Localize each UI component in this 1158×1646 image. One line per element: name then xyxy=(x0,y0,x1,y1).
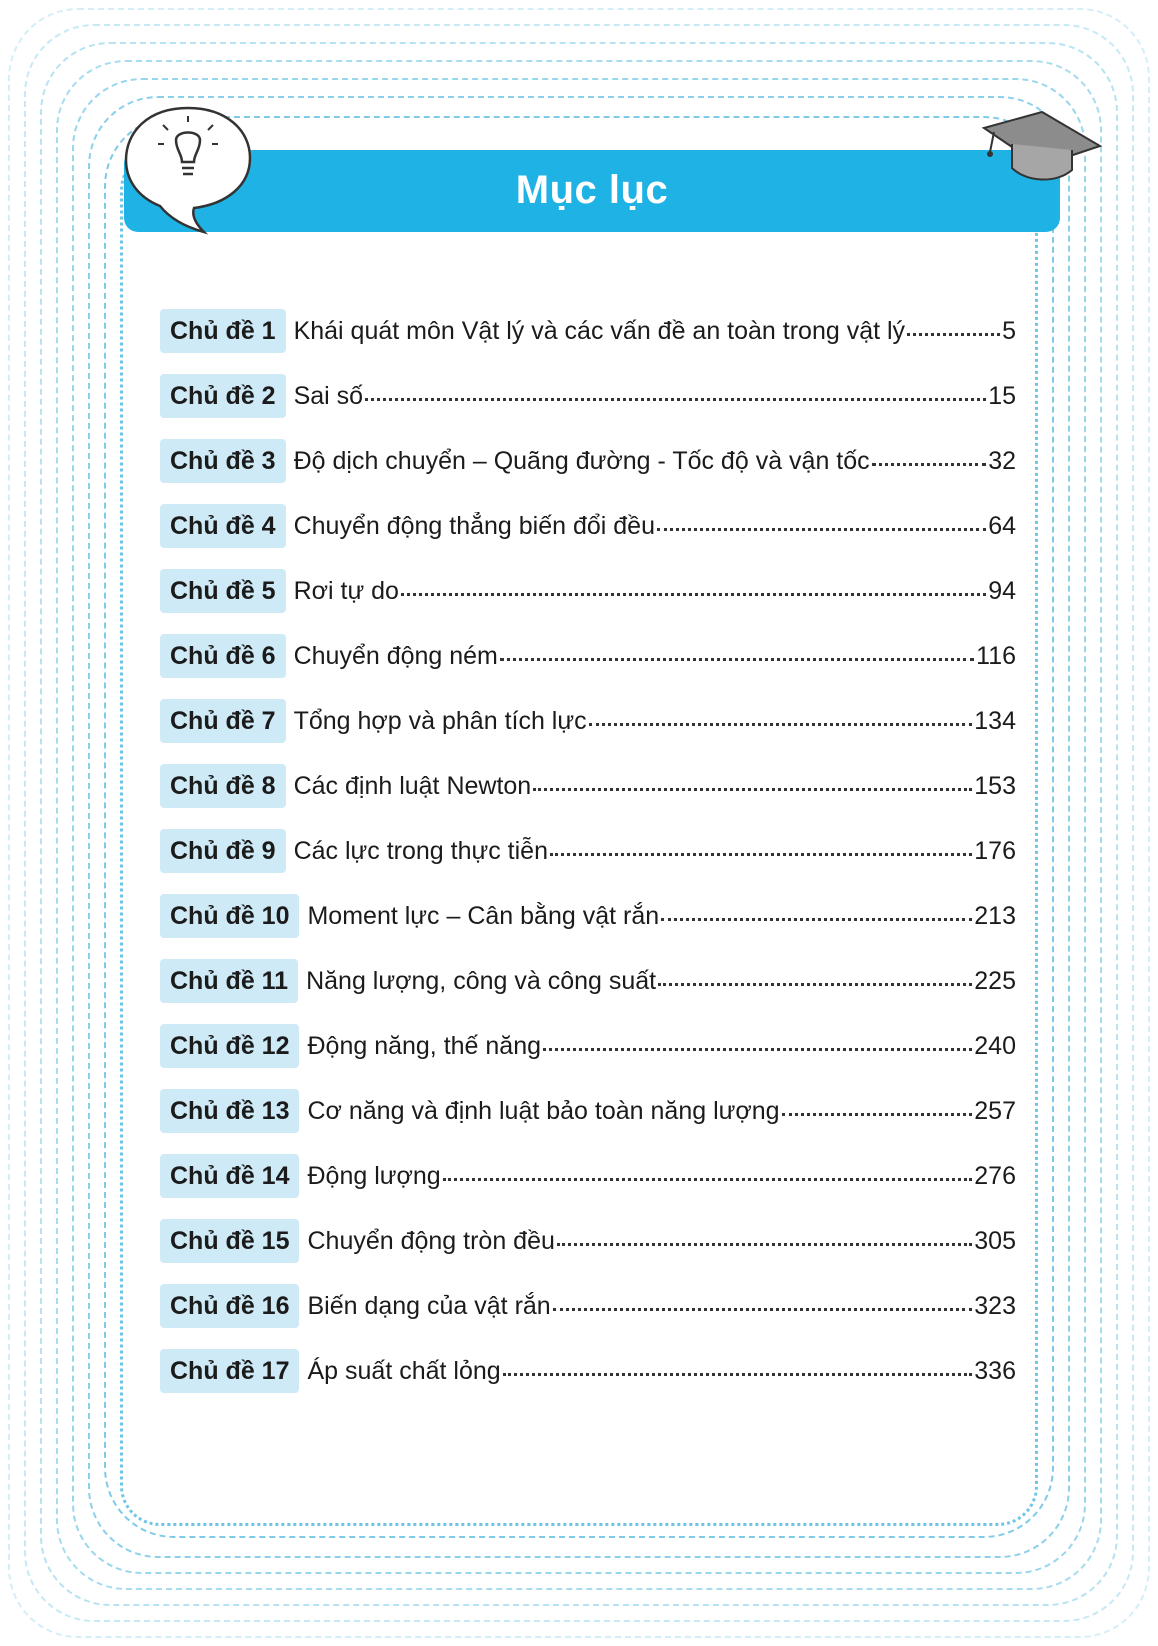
toc-row[interactable] xyxy=(160,503,1030,549)
toc-page-number: 94 xyxy=(988,576,1016,605)
toc-entry xyxy=(306,967,1016,996)
toc-page-number: 305 xyxy=(974,1226,1016,1255)
toc-title: Năng lượng, công và công suất xyxy=(306,966,657,995)
toc-title: Độ dịch chuyển – Quãng đường - Tốc độ và vận tốc xyxy=(293,446,870,475)
dot-leader xyxy=(782,1113,973,1116)
toc-title: Tổng hợp và phân tích lực xyxy=(293,706,587,735)
toc-entry xyxy=(307,1097,1016,1126)
toc-entry xyxy=(307,1032,1016,1061)
topic-badge: Chủ đề 10 xyxy=(160,894,299,938)
toc-row[interactable] xyxy=(160,633,1030,679)
dot-leader xyxy=(543,1048,972,1051)
toc-entry xyxy=(294,382,1016,411)
toc-entry xyxy=(307,1162,1016,1191)
toc-row[interactable] xyxy=(160,893,1030,939)
title-banner xyxy=(124,150,1060,232)
topic-badge: Chủ đề 5 xyxy=(160,569,286,613)
toc-row[interactable] xyxy=(160,958,1030,1004)
toc-page-number: 32 xyxy=(988,446,1016,475)
dot-leader xyxy=(872,463,987,466)
toc-title: Các lực trong thực tiễn xyxy=(293,836,548,865)
toc-page-number: 240 xyxy=(974,1031,1016,1060)
toc-entry xyxy=(307,1292,1016,1321)
toc-row[interactable] xyxy=(160,828,1030,874)
dot-leader xyxy=(365,398,986,401)
dot-leader xyxy=(533,788,972,791)
toc-title: Cơ năng và định luật bảo toàn năng lượng xyxy=(307,1096,780,1125)
toc-page-number: 64 xyxy=(988,511,1016,540)
toc-entry xyxy=(294,577,1016,606)
toc-entry xyxy=(294,837,1016,866)
dot-leader xyxy=(401,593,986,596)
toc-entry xyxy=(294,642,1016,671)
toc-entry xyxy=(294,447,1016,476)
topic-badge: Chủ đề 13 xyxy=(160,1089,299,1133)
toc-title: Chuyển động thẳng biến đổi đều xyxy=(293,511,655,540)
toc-page-number: 257 xyxy=(974,1096,1016,1125)
toc-entry xyxy=(294,512,1016,541)
dot-leader xyxy=(907,333,1000,336)
topic-badge: Chủ đề 9 xyxy=(160,829,286,873)
graduation-cap-icon xyxy=(976,110,1106,200)
toc-row[interactable] xyxy=(160,763,1030,809)
toc-title: Khái quát môn Vật lý và các vấn đề an toàn trong vật lý xyxy=(293,316,906,345)
toc-row[interactable] xyxy=(160,1348,1030,1394)
toc-title: Chuyển động tròn đều xyxy=(307,1226,555,1255)
toc-title: Sai số xyxy=(293,381,364,410)
toc-row[interactable] xyxy=(160,1153,1030,1199)
dot-leader xyxy=(443,1178,973,1181)
table-of-contents xyxy=(160,308,1030,1413)
toc-page-number: 323 xyxy=(974,1291,1016,1320)
dot-leader xyxy=(557,1243,972,1246)
toc-row[interactable] xyxy=(160,698,1030,744)
toc-page-number: 116 xyxy=(976,641,1016,670)
toc-entry xyxy=(294,772,1016,801)
dot-leader xyxy=(503,1373,973,1376)
toc-entry xyxy=(307,1227,1016,1256)
toc-title: Chuyển động ném xyxy=(293,641,498,670)
topic-badge: Chủ đề 16 xyxy=(160,1284,299,1328)
topic-badge: Chủ đề 1 xyxy=(160,309,286,353)
toc-title: Động lượng xyxy=(307,1161,441,1190)
dot-leader xyxy=(661,918,972,921)
dot-leader xyxy=(658,983,972,986)
toc-page-number: 134 xyxy=(974,706,1016,735)
topic-badge: Chủ đề 2 xyxy=(160,374,286,418)
toc-title: Áp suất chất lỏng xyxy=(307,1356,501,1385)
dot-leader xyxy=(500,658,974,661)
topic-badge: Chủ đề 12 xyxy=(160,1024,299,1068)
topic-badge: Chủ đề 3 xyxy=(160,439,286,483)
toc-entry xyxy=(307,1357,1016,1386)
toc-title: Biến dạng của vật rắn xyxy=(307,1291,551,1320)
dot-leader xyxy=(657,528,986,531)
toc-page-number: 336 xyxy=(974,1356,1016,1385)
toc-row[interactable] xyxy=(160,308,1030,354)
toc-title: Các định luật Newton xyxy=(293,771,532,800)
dot-leader xyxy=(550,853,972,856)
toc-row[interactable] xyxy=(160,1283,1030,1329)
topic-badge: Chủ đề 15 xyxy=(160,1219,299,1263)
toc-entry xyxy=(294,707,1016,736)
topic-badge: Chủ đề 14 xyxy=(160,1154,299,1198)
toc-row[interactable] xyxy=(160,1218,1030,1264)
toc-entry xyxy=(294,317,1016,346)
toc-row[interactable] xyxy=(160,373,1030,419)
toc-page-number: 176 xyxy=(974,836,1016,865)
topic-badge: Chủ đề 8 xyxy=(160,764,286,808)
toc-page-number: 15 xyxy=(988,381,1016,410)
toc-row[interactable] xyxy=(160,1088,1030,1134)
toc-page-number: 225 xyxy=(974,966,1016,995)
topic-badge: Chủ đề 11 xyxy=(160,959,298,1003)
toc-entry xyxy=(307,902,1016,931)
toc-row[interactable] xyxy=(160,438,1030,484)
topic-badge: Chủ đề 7 xyxy=(160,699,286,743)
toc-page-number: 153 xyxy=(974,771,1016,800)
toc-title: Moment lực – Cân bằng vật rắn xyxy=(307,901,660,930)
topic-badge: Chủ đề 4 xyxy=(160,504,286,548)
toc-page-number: 213 xyxy=(974,901,1016,930)
lightbulb-icon xyxy=(118,100,258,236)
toc-page-number: 5 xyxy=(1002,316,1016,345)
dot-leader xyxy=(553,1308,973,1311)
page-title: Mục lục xyxy=(515,168,669,212)
dot-leader xyxy=(589,723,973,726)
toc-row[interactable] xyxy=(160,568,1030,614)
toc-title: Rơi tự do xyxy=(293,576,399,605)
topic-badge: Chủ đề 17 xyxy=(160,1349,299,1393)
topic-badge: Chủ đề 6 xyxy=(160,634,286,678)
toc-title: Động năng, thế năng xyxy=(307,1031,542,1060)
toc-page-number: 276 xyxy=(974,1161,1016,1190)
toc-row[interactable] xyxy=(160,1023,1030,1069)
